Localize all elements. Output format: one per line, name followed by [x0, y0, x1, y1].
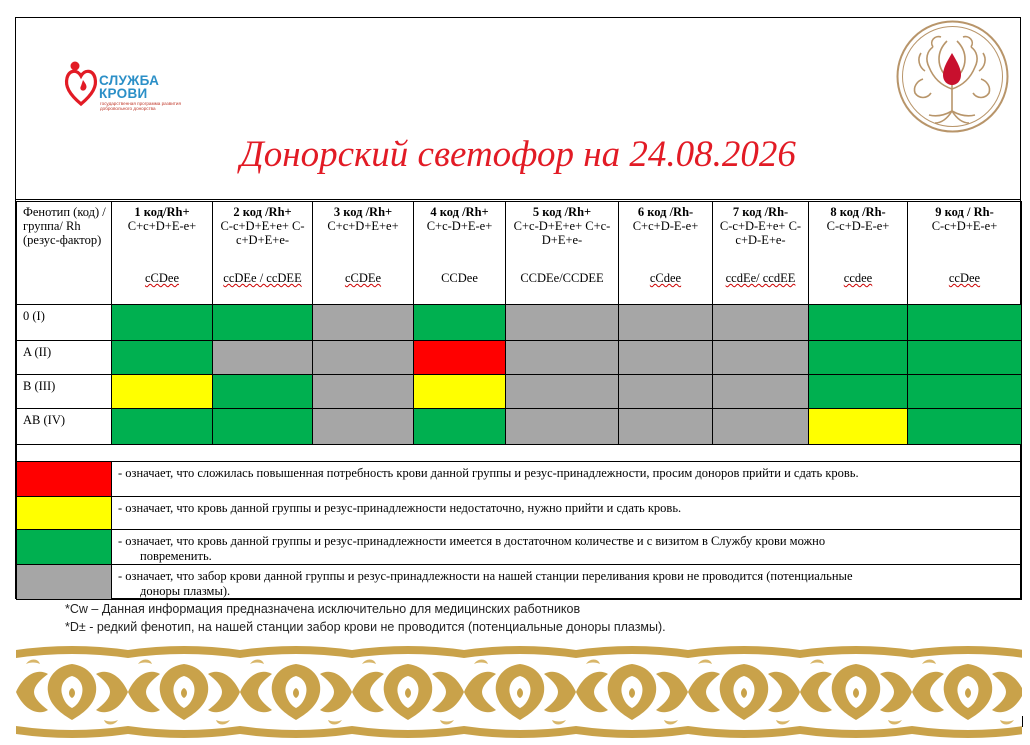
blood-group-label: B (III) [17, 375, 112, 409]
column-genotype: ccdee [843, 271, 873, 285]
status-cell-green [112, 305, 213, 341]
column-code: 3 код /Rh+ [333, 205, 393, 219]
column-code: 8 код /Rh- [830, 205, 886, 219]
status-cell-green [908, 341, 1022, 375]
legend-line: - означает, что кровь данной группы и резус-принадлежности имеется в достаточном количестве и с визитом в Службу крови можно [118, 534, 826, 548]
corner-label: Фенотип (код) /группа/ Rh (резус-фактор) [17, 202, 112, 305]
status-cell-green [414, 305, 506, 341]
status-cell-gray [213, 341, 313, 375]
column-code: 5 код /Rh+ [532, 205, 592, 219]
status-cell-gray [506, 305, 619, 341]
column-genotype: ccDee [948, 271, 981, 285]
status-cell-gray [713, 341, 809, 375]
legend-swatch-red [17, 462, 112, 497]
table-row [17, 409, 1022, 445]
blood-group-label: A (II) [17, 341, 112, 375]
logo-line-1: СЛУЖБА [99, 73, 160, 88]
document-header [16, 18, 1020, 200]
status-cell-green [809, 341, 908, 375]
blood-service-logo [63, 58, 193, 118]
status-cell-gray [713, 409, 809, 445]
column-phenotype: C-c+D+E+e+ C-c+D+E+e- [220, 219, 305, 247]
status-cell-green [908, 409, 1022, 445]
status-cell-gray [619, 341, 713, 375]
footnote-d: *D± - редкий фенотип, на нашей станции забор крови не проводится (потенциальные доноры плазмы). [65, 620, 666, 634]
column-header-6 [619, 202, 713, 305]
column-phenotype: C+c-D+E+e+ C+c-D+E+e- [513, 219, 611, 247]
legend-text [112, 565, 1022, 600]
status-cell-gray [619, 305, 713, 341]
status-cell-gray [313, 375, 414, 409]
kazakh-ornament-border [16, 644, 1022, 740]
status-cell-gray [506, 341, 619, 375]
column-genotype: cCDee [144, 271, 179, 285]
spacer-cell [17, 445, 1022, 462]
column-genotype: CCDEe/CCDEE [520, 271, 604, 285]
column-header-1 [112, 202, 213, 305]
status-cell-yellow [112, 375, 213, 409]
column-genotype: ccdEe/ ccdEE [725, 271, 796, 285]
status-cell-green [414, 409, 506, 445]
status-cell-gray [506, 409, 619, 445]
status-cell-gray [619, 375, 713, 409]
column-code: 9 код / Rh- [935, 205, 994, 219]
footnotes [65, 600, 666, 636]
legend-line: - означает, что кровь данной группы и резус-принадлежности недостаточно, нужно прийти и сдать кровь. [118, 501, 682, 515]
logo-subtitle: государственная программа развития добровольного донорства [100, 101, 181, 111]
legend-row [17, 462, 1022, 497]
legend-swatch-gray [17, 565, 112, 600]
column-phenotype: C-c+D+E-e+ [931, 219, 998, 233]
table-row [17, 341, 1022, 375]
column-phenotype: C+c-D+E-e+ [426, 219, 493, 233]
tree-of-life-emblem-icon [895, 19, 1010, 134]
table-row [17, 375, 1022, 409]
table-header-row [17, 202, 1022, 305]
legend-text [112, 530, 1022, 565]
column-header-9 [908, 202, 1022, 305]
status-cell-green [112, 409, 213, 445]
legend-row [17, 565, 1022, 600]
blood-group-label: AB (IV) [17, 409, 112, 445]
blood-traffic-light-table [16, 201, 1022, 600]
spacer-row [17, 445, 1022, 462]
column-phenotype: C-c+D-E-e+ [826, 219, 890, 233]
status-cell-green [213, 305, 313, 341]
legend-line: - означает, что сложилась повышенная потребность крови данной группы и резус-принадлежности, просим доноров прийти и сдать кровь. [118, 466, 859, 480]
column-phenotype: C+c+D-E-e+ [632, 219, 699, 233]
column-genotype: cCDEe [344, 271, 382, 285]
column-header-8 [809, 202, 908, 305]
logo-line-2: КРОВИ [99, 86, 148, 101]
legend-text [112, 462, 1022, 497]
column-header-3 [313, 202, 414, 305]
column-code: 6 код /Rh- [637, 205, 694, 219]
status-cell-green [112, 341, 213, 375]
status-cell-green [809, 375, 908, 409]
column-genotype: cCdee [649, 271, 682, 285]
column-genotype: ccDEe / ccDEE [223, 271, 302, 285]
edge-marker [1022, 716, 1023, 727]
status-cell-gray [313, 305, 414, 341]
column-header-5 [506, 202, 619, 305]
status-cell-gray [313, 409, 414, 445]
table-row [17, 305, 1022, 341]
status-cell-gray [619, 409, 713, 445]
status-cell-green [809, 305, 908, 341]
status-cell-gray [506, 375, 619, 409]
legend-row [17, 497, 1022, 530]
status-cell-yellow [414, 375, 506, 409]
status-cell-green [213, 375, 313, 409]
status-cell-green [908, 305, 1022, 341]
status-cell-gray [313, 341, 414, 375]
column-header-2 [213, 202, 313, 305]
page-title: Донорский светофор на 24.08.2026 [240, 134, 796, 175]
column-code: 2 код /Rh+ [233, 205, 292, 219]
column-phenotype: C+c+D+E-e+ [127, 219, 197, 233]
legend-text [112, 497, 1022, 530]
legend-line: - означает, что забор крови данной группы и резус-принадлежности на нашей станции переливания крови не проводится (потенциальные [118, 569, 853, 583]
heart-drop-logo-icon [63, 60, 99, 108]
legend-line-continued: повременить. [140, 549, 212, 563]
status-cell-gray [713, 375, 809, 409]
column-genotype: CCDee [441, 271, 478, 285]
column-code: 1 код/Rh+ [134, 205, 190, 219]
legend-swatch-green [17, 530, 112, 565]
status-cell-gray [713, 305, 809, 341]
status-cell-green [908, 375, 1022, 409]
document-frame [15, 17, 1021, 599]
column-code: 7 код /Rh- [732, 205, 789, 219]
column-header-4 [414, 202, 506, 305]
status-cell-green [213, 409, 313, 445]
legend-line-continued: доноры плазмы). [140, 584, 231, 598]
status-cell-red [414, 341, 506, 375]
legend-row [17, 530, 1022, 565]
blood-group-label: 0 (I) [17, 305, 112, 341]
legend-swatch-yellow [17, 497, 112, 530]
column-phenotype: C-c+D-E+e+ C-c+D-E+e- [719, 219, 802, 247]
column-phenotype: C+c+D+E+e+ [327, 219, 399, 233]
column-header-7 [713, 202, 809, 305]
status-cell-yellow [809, 409, 908, 445]
footnote-cw: *Cw – Данная информация предназначена исключительно для медицинских работников [65, 602, 581, 616]
group-rows [17, 305, 1022, 445]
column-code: 4 код /Rh+ [430, 205, 489, 219]
